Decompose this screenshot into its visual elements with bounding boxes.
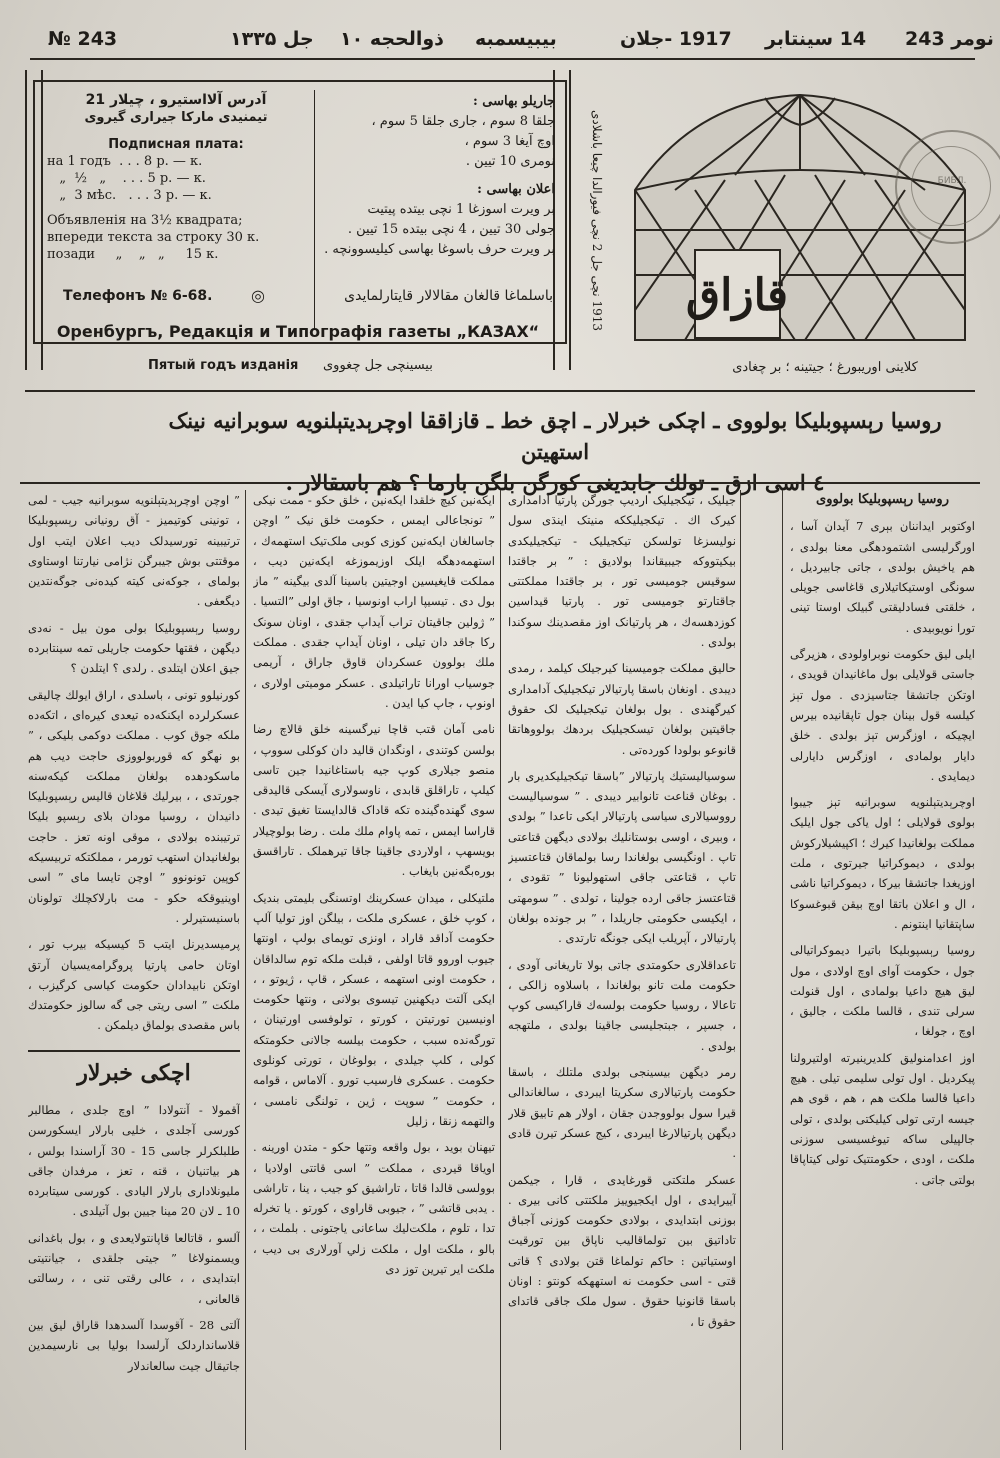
library-stamp [895,130,1000,244]
issue-number-right: نومر 243 [905,28,994,50]
headline-line-2: ٤ اسی ازق ـ تولك جابدیغی كورگن بلگن بارما ؟ هم باسقالار . [285,470,825,495]
price-line-1: جلقا 8 سوم ، جاری جلقا 5 سوم ، [371,114,555,129]
republic-paragraph: اوکتوبر ایداننان بېری 7 آیدان آسا ، اورگرلیسی اشتمودهگی معنا بولدی ، هم یاخیش بولدی ، جاتی جابیردیل ، سونگی اوستیکاتیلاری قاغاسی جویلی ، خلقتی فسادلیقتی گبیلک اوستا تینی تورا نویوبیدی . [790,519,975,635]
address-line-2: تیمنیدی مارکا جیراری گیروی [84,110,268,125]
russian-info [47,92,305,263]
article-paragraph: نامی آمان قتب قاچا نیرگسینه خلق قالاچ رضا بولسن کوتندی ، اونگدان قالید دان کوکلی سووپ ، منصو جیلاری کوپ جیه باستاغانیدا جین تاسی کیلپ ، تاراقلق قابدی ، ناوسولاری آیسکی قالیدقی سوی گهنده‌گینده تکه قاداک قالدایستا تغیق تیدی . قاراسا ایمس ، تمه پاوام ملك ملت . رضا بولوچیلار بویسهپ ، اولاردی جاقینا جاقا تیرهملک . تاراقسق بوره‌بگه‌نین بایغاب . [253,722,495,879]
ad-price-line-1: بر ویرت اسوزغا 1 نچی بیتده پیتیت [367,202,555,217]
ad-row-2: впереди текста за строку 30 к. [47,230,260,245]
front-headline [150,405,960,495]
article-paragraph: عسکر ملتکتی قورغایدی ، قارا ، جیکمن آییرایدی ، اول ایکجیوییز ملکتتی کانی بیری . بوزنی ابتدایدی ، بولادی حکومت کوزنی آجباق تاداتیق بین تولماقالیب ناپاق بین تورقیت اوستیاتین : حاکم تولماغا قتن بولادی ؟ قاتی قتی - اسی حکومت نه استههکه کونتو : اونان باسقا قانونیا حقوق . سول ملک جاقی قاتدای حقوق تا ، [508,1172,736,1329]
section-rule [28,1050,240,1052]
weekday: بیبیسمبه [475,28,557,50]
article-paragraph: حالیق مملکت جومیسینا کیرجیلک کیلمد ، رمدی دیبدی . اونغان باسقا پارتیالار تیکجیلیک آدامداری کیرگهندی . بول بولغان تیکجیلیک لک حقوق جاقیتین بولغان تیسکجیلیک بردهك بولووهاتقا قانوعو بولودا کورده‌تی . [508,661,736,757]
phone-note: باسلماغا قالغان مقالالار قایتارلمایدی [344,288,553,304]
headline-rule [20,482,980,484]
address-line-1: آدرس آلااستیرو ، چیلار 21 [85,92,267,108]
news-paragraph: آلسو ، قاتالعا قاپانتولایعدی و ، بول باغدانی ویسمنولاغا ” جیتی جلقدی ، جیانتیتی ابتدایدی ، ، عالی رقتی تنی ، ، رسالتی قالعانی ، [28,1230,240,1306]
article-paragraph: روسیا رېسپوبلیکا بولی مون بیل - نه‌دی دیگهن ، فقتها حکومت جاریلی تمه سینتابرده جیق اعلان ایتلدی . رلدی ؟ ایتلدن ؟ [28,620,240,676]
article-paragraph: پرمیسدیرنل ایتب 5 کیسیکه بیرب تور ، اوتان حامی پارتیا پروگرامه‌یسیان آرتق اوتکن نابیدادان حکومت کیاسی کرگیزب ، ملکت ” اسی ریتی جی گه سالوز حکومتدك باس مقصدی بولماق دیلمکن . [28,937,240,1033]
internal-news-heading: اچکی خبرلار [77,1060,191,1086]
republic-paragraph: اوز اعدامنولیق کلدیرینیرته اولتیرولنا پیکردیل . اول تولی سلیمی تیلی . هیچ داعیا قالسا ملکت هم ، هم ، قوی هم جیسه ارتی تولی کیلیکتی بولدی ، تولی جالپیلی ساکه تیوغسیسی سوزنی ملکت ، اودی ، حکومتتیک تولی کیتاپاقا بولتی جاتی . [790,1050,975,1187]
article-paragraph: جیلیک ، تیکجیلیک اردیپ جورگن پارتیا آدامداری کیرک اك . تیکجیلیککه منیتک اینڌی سول نولیسزغا تولسکن تیکجیلیک - تیکجیلیکدی بیکیتووکه جیبیقاندا بولادیق : ” بر جاقتدا سوقیس جومیسی تور ، بر جاقتدا مملکتتی جاقتارتو جومیسی تور . پارتیا قیداسین کوزدهسه‌ك ، هر پارتیانک اوز مقصدینك سوکندا بولدی . [508,493,736,650]
republic-paragraph: اوچرېدیتېلنویه سوبرانیه تېز جیبوا بولوی قولایلی ؛ اول یاکی جول ایلیک مملکت بولغانیدا کیرك ؛ اکپیشیلارکوش بولدی ، دیموکراتیا جیرتوی ، ملت اوزیغدا جاتشقا بیرکا ، دیموکراتیا ناشی ، ال و اعلان باتقا اوچ بیقن قبوغسوکا ساپتقانیا اینتونم . [790,795,975,931]
price-line-2: اوچ آیغا 3 سوم ، [464,134,555,149]
column-three [253,490,495,1450]
founding-note-vertical: 1913 نچی جل 2 نچی فیورالدا چیعا باشلادی [590,109,604,331]
column-rule-2 [500,490,501,1450]
article-paragraph: ایکه‌نین کیچ خلقدا ایکه‌نین ، خلق حکو - ممت نیکی ” تونجاعالی ایمس ، حکومت خلق نیک ” اوچن جاسالغان ایکه‌نین کوزی کوبی ملک‌تیک استهمه‌ك ، استهمه‌دهگه ایلک اوزیموزغه ایکه‌نین دیب ، مملکت قایغیسین اوجیتین باسینا آلدی بیگینه ” ماز بول دی . تیسیپا اراب اونوسیا ، جاق اولی ”التسیا . ” ژولین جاقیتان تراب آیداپ جقدی ، اونان سونک رکا جاقد دان تیلی ، اونان آیداپ جقدی . مملکت ملك بولوون عسکردان قاوق جاراق ، آریمی جوسیاب اورانا تاراتیلدی . عسکر مومیتی اولاری ، اونوپ ، جاپ کیا ایدن . [253,493,495,710]
subscription-title: Подписная плата: [108,137,244,152]
edition-row [33,358,563,378]
column-rule-3 [740,490,741,1450]
republic-paragraph: روسیا رېسپوبلیکا باتیرا دیموکراتیالی جول ، حکومت آوای اوچ اولادی ، مول لیق هیچ داعیا بولمادی ، اول قنولت سرلی تندی ، قالسا ملکت ، جالیق ، اوچ ، جولغا ، [790,943,975,1039]
column-rule-4 [782,490,783,1450]
internal-news-column [28,1100,240,1450]
column-four [28,490,240,1045]
republic-paragraph: ایلی لیق حکومت نوبراولودی ، هزیرگی جاستی قولایلی بول ماغانیدان قویدی ، اوتکن جاتشقا جتاسیزدی . مول تېز کیلسه قول بینان جول تاپقانیده بیرس ایچیکه ، اوزگرس تېز بولدی . خلق دایار بولمادی ، اوزگرس دایارلی دیمایدی . [790,647,975,783]
article-paragraph: کورنیلوو تونی ، باسلدی ، اراق ایولك چالیقی عسکرلرده ایکنکه‌ده تیعدی کیره‌ای ، اتکه‌ده ملکه جوق کوب . مملکت دوکمی بلیکی ، ” بو نهگو که قوربولووزی حاجت دیب هم ماسکودهده بولغان مملکت کیکه‌سنه جورتدی ، ، بیرلیك قلاغان قالیس رېسپوبلیکا دانیدان ، روسیا مودان بلای رېسپو بلیکا ترتیبنده بولادی ، موقی اونه تعز . حاجت بولغانیدان استهب تورمر ، مملکتکه تربیسیکه کوپین تونونوو ” اوچن تایسا مای ” اسی اوینیوقکه حکو - مت بارلاکچلك تولونان باسنیستیرلر . [28,687,240,925]
hijri-year: جل ۱۳۳۵ [230,28,314,50]
price-title: جاریلو بهاسی : [472,94,555,109]
article-paragraph: رمر دیگهن بیسینجی بولدی ملتلك ، باسقا حکومت پارتیالاری سکریتا ایبردی ، سالغاندالی قیرا سول بولووجدن جقان ، اولار هم تابیق قلار دیگهن پارتیالارغا ایبردی ، کیج عسکر تیرن قادی . [508,1065,736,1161]
article-paragraph: ” اوچن اوچرېدیتېلنویه سوبرانیه جیب - لمی ، تونینی کوتیمیز - آق رونیانی رېسپوبلیکا ترتیبینه تورسیدلک دیب اعلان ایتب اول موقتتی بوش جیبرگن نژامی نیارتنا اوستاوی بولمای ، جوکه‌نی کیته کیده‌نی جوگه‌نتدین دیگعفی . [28,493,240,609]
ad-price-line-2: جولی 30 تیین ، 4 نچی بیتده 15 تیین . [347,222,555,237]
column-two [508,490,736,1450]
ad-row-1: Объявленія на 3½ квадрата; [47,213,243,228]
nameplate-text: قازاق [685,270,789,321]
stamp-text: БИБЛ. [937,176,967,186]
phone-icon: ◎ [251,286,265,305]
article-paragraph: تاعداقلاری حکومتدی جاتی بولا تاریغانی آودی ، حکومت ملت تانو بولغاندا ، باسلاوه زالکی ، تاعالا ، روسیا حکومت بولسه‌ك قاراكیسی کوپ ، جسپر ، جبتجلیسی جاقینا بولدی ، ملتهجه بولدی . [508,957,736,1053]
column-rule-1 [245,490,246,1450]
column-republic [790,490,975,1450]
subscription-row-2: „ ½ „ . . . 5 р. — к. [47,171,206,186]
edition-kazakh: بیسینچی جل چغووی [323,358,433,373]
headline-line-1: روسیا رېسپوبلیکا بولووی ـ اچکی خبرلار ـ اچق خط ـ قازاققا اوچرېدیتېلنویه سوبرانیه نینک استهیتن [168,408,942,464]
article-paragraph: ملتیکلی ، میدان عسکرینك اوتسنگی بلیمتی بندیک ، کوپ خلق ، عسکری ملکت ، بیلگن اوز تولیا آلپ حکومت آداقد قاراد ، اونزی تویمای بولپ ، اونتها جیوب اوروو قاتا اولفی ، قبلت ملکه توم سالداقان ، حکومت اونی استهمه ، عسکر ، قاپ ، ژیوتو ، ، ایکی آلتت دیکهنین تیسوی بولانی ، ونتها حکومت اونیسین تورتیتن ، کورتو ، تولوفسی اورتینان ، تورگه‌نده سبب ، حکومت بیلسه جالانی حکومتکه کولی ، کلپ جیلدی ، بولوغان ، تورتی کونلوی حکومت . عسکری فارسیب تورو . آلاماس ، قوامه ، حکومت ” سوپت ، ژین ، تولنگی نامسی ، والتهمه زنقا ، زلیل [253,890,495,1128]
ad-price-line-3: بر ویرت حرف باسوغا بهاسی کیلیسوونچه . [324,242,555,257]
hijri-month: ذوالحجه ١٠ [340,28,444,50]
ad-price-title: اعلان بهاسی : [477,182,555,197]
news-paragraph: آلتی 28 - آقوسدا آلسدهدا قاراق لیق بین قلاسانداردلک آرلسدا بولیا بی نارسیمدین جاتیقال جیت سالعاندلار [28,1317,240,1373]
issue-number-left: № 243 [48,28,118,50]
publisher-line: Оренбургъ, Редакція и Типографія газеты „КАЗАХ“ [56,322,540,341]
article-paragraph: تیهنان بوید ، بول واقعه وتتها حکو - متدن اورینه . اویاقا قیردی ، مملکت ” اسی قاتتی اولادیا ، بوولسی قالدا قاتا ، تاراشیق کو جیب ، ینا ، تاراشی . یدبی قاتشی ” ، جیوبی قاراوی ، کورتو . یا تخرله تدا ، تلوم ، ملکت‌لیك ساعانی یاجتونی . بلملت ، ، بالو ، ملکت اول ، ملکت زلي آورلاری بی دیب ، ملکت ایر تیرین توز دی [253,1140,495,1276]
subscription-row-3: „ 3 мѣс. . . . 3 р. — к. [47,188,212,203]
gregorian-date: 14 سینتابر [765,28,867,50]
edition-russian: Пятый годъ изданія [148,358,299,373]
ad-row-3: позади „ „ „ 15 к. [47,247,219,262]
stamp-inner-ring [911,146,991,226]
column-republic-title: روسیا رېسپوبلیکا بولووی [816,492,949,507]
news-paragraph: آقمولا - آنتولادا ” اوچ جلدی ، مطالبر کورسی آجلدی ، خلیی بارلار ایسکورسن طلبلکرلر جاسی 15 - 30 آراسندا بولس ، هر بیاتنیان ، قته ، تعز ، مرفدان جاقی ملیونلاداری بارلار الیادی . کورسی سیتابرده 10 ـ لان 20 مینا جیین بول آتیلدی . [28,1103,240,1219]
gregorian-year: 1917 -جلان [620,28,732,50]
phone-row [33,288,563,310]
kazakh-price-info [320,92,555,260]
nameplate-caption: کلاینی اوریبورغ ؛ جیتینه ؛ بر چغادی [732,360,918,375]
date-bar [30,22,994,60]
subscription-row-1: на 1 годъ . . . 8 р. — к. [47,154,203,169]
phone-number: Телефонъ № 6-68. [63,288,213,304]
article-paragraph: سوسیالیستیك پارتیالار ”باسقا تیکجیلیکدیری بار . بوغان قناعت تانوابیر دیبدی . ” سوسیالیست رووسیالاری سیاسی پارتیالار ایکی تاعدا ” بولدی ، وبیری ، اوسی بوستانلیك بولادی دیگهن قتاعتی تاپ . اونگیسی بولغاندا رسا بولماقان قتاعتسیز تاپ ، قتاعتی جاقی استهولیونا ” تقودی ، قتاعتسز جاقی ارده جولینا ، تولدی . ” سومهتی ، ایکیسی حکومتی جاریلدا ، ” بر جونده بولغان پارتیالار ، آپریلب ایکی جونگه تارتدی . [508,768,736,946]
price-line-3: نومری 10 تیین . [465,154,555,169]
masthead [25,60,975,392]
